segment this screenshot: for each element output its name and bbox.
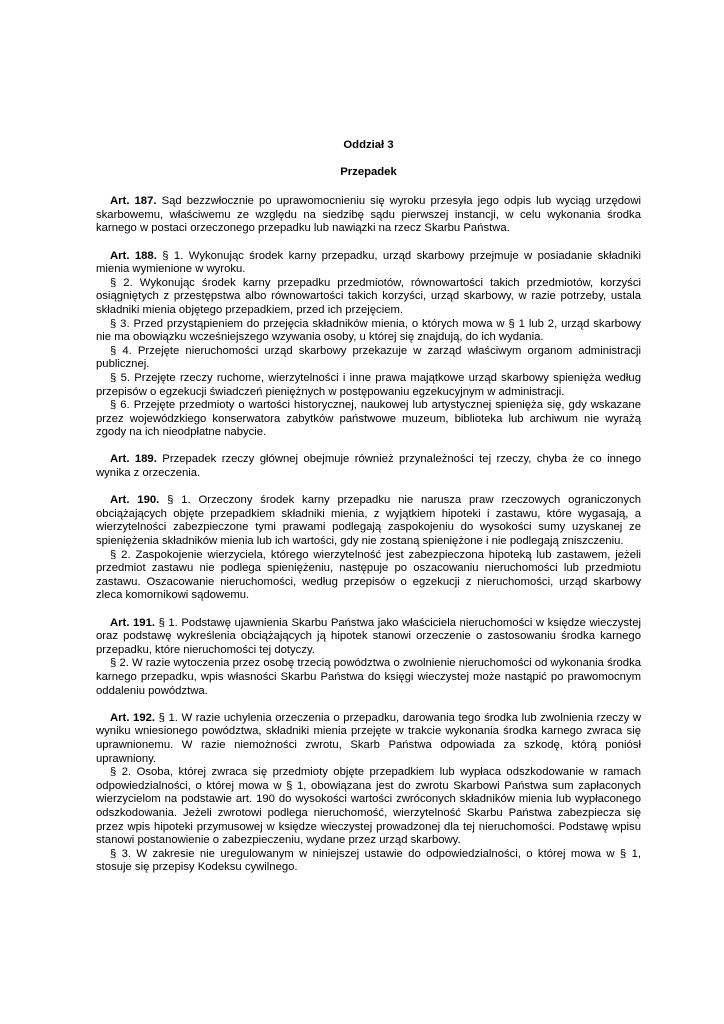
article-number: Art. 192. (110, 711, 156, 724)
article-number: Art. 190. (110, 494, 160, 507)
article-number: Art. 188. (110, 249, 157, 262)
article-189 (96, 453, 641, 480)
chapter-title: Przepadek (340, 165, 397, 178)
article-190 (96, 494, 641, 603)
article-paragraph: § 2. Zaspokojenie wierzyciela, którego wierzytelność jest zabezpieczona hipoteką lub zastawem, jeżeli przedmiot zastawu nie podlega spieniężeniu, następuje po oszacowaniu nieruchomości lub przedmiotu zastawu. Oszacowanie nieruchomości, według przepisów o egzekucji z nieruchomości, urząd skarbowy zleca komornikowi sądowemu. (96, 548, 641, 602)
article-text: § 1. Orzeczony środek karny przepadku nie narusza praw rzeczowych ograniczonych obciążających objęte przepadkiem składniki mienia, z wyjątkiem hipoteki i zastawu, które wygasają, a wierzytelności zabezpieczone tymi prawami podlegają zaspokojeniu do wysokości sumy uzyskanej ze spieniężenia składników mienia lub ich wartości, gdy nie zostaną spieniężone i nie podlegają zniszczeniu. (96, 494, 642, 548)
article-paragraph: § 2. Osoba, której zwraca się przedmioty objęte przepadkiem lub wypłaca odszkodowanie w ramach odpowiedzialności, o której mowa w § 1, obowiązana jest do zwrotu Skarbowi Państwa sum zapłaconych wierzycielom na podstawie art. 190 do wysokości wartości zwróconych składników mienia lub wypłaconego odszkodowania. Jeżeli zwrotowi podlega nieruchomość, wierzytelność Skarbu Państwa zabezpiecza się przez wpis hipoteki przymusowej w księdze wieczystej prowadzonej dla tej nieruchomości. Podstawę wpisu stanowi postanowienie o zabezpieczeniu, wydane przez urząd skarbowy. (96, 766, 641, 847)
article-number: Art. 187. (110, 195, 157, 208)
article-188 (96, 250, 641, 440)
article-text: § 1. Wykonując środek karny przepadku, urząd skarbowy przejmuje w posiadanie składniki mienia wymienione w wyroku. (96, 249, 641, 276)
article-text: § 1. W razie uchylenia orzeczenia o przepadku, darowania tego środka lub zwolnienia rzeczy w wyniku wniesionego powództwa, składniki mienia przejęte w trakcie wykonania środka karnego zwraca się uprawnionemu. W razie niemożności zwrotu, Skarb Państwa odpowiada za szkodę, którą poniósł uprawniony. (96, 711, 641, 765)
article-paragraph: § 6. Przejęte przedmioty o wartości historycznej, naukowej lub artystycznej spienięża się, gdy wskazane przez wojewódzkiego konserwatora zabytków państwowe muzeum, biblioteka lub archiwum nie wyrażą zgody na ich nieodpłatne nabycie. (96, 399, 641, 439)
article-paragraph: § 4. Przejęte nieruchomości urząd skarbowy przekazuje w zarząd właściwym organom administracji publicznej. (96, 344, 641, 371)
article-text: Sąd bezzwłocznie po uprawomocnieniu się wyroku przesyła jego odpis lub wyciąg urzędowi skarbowemu, właściwemu ze względu na siedzibę sądu pierwszej instancji, w celu wykonania środka karnego w postaci orzeczonego przepadku lub nawiązki na rzecz Skarbu Państwa. (96, 195, 642, 235)
article-paragraph: § 2. W razie wytoczenia przez osobę trzecią powództwa o zwolnienie nieruchomości od wykonania środka karnego przepadku, wpis własności Skarbu Państwa do księgi wieczystej może nastąpić po prawomocnym oddaleniu powództwa. (96, 657, 641, 697)
article-number: Art. 191. (110, 616, 155, 629)
article-paragraph (96, 494, 641, 548)
article-paragraph (96, 453, 641, 480)
article-paragraph: § 2. Wykonując środek karny przepadku przedmiotów, równowartości takich przedmiotów, korzyści osiągniętych z przestępstwa albo równowartości takich korzyści, urząd skarbowy, w razie potrzeby, ustala składniki mienia objętego przepadkiem, przed ich przejęciem. (96, 276, 641, 316)
article-paragraph (96, 712, 641, 766)
article-paragraph: § 3. W zakresie nie uregulowanym w niniejszej ustawie do odpowiedzialności, o której mowa w § 1, stosuje się przepisy Kodeksu cywilnego. (96, 847, 641, 874)
article-number: Art. 189. (110, 453, 157, 466)
article-paragraph (96, 195, 641, 236)
article-text: Przepadek rzeczy głównej obejmuje również przynależności tej rzeczy, chyba że co innego wynika z orzeczenia. (96, 453, 642, 480)
article-paragraph (96, 250, 641, 277)
article-paragraph: § 5. Przejęte rzeczy ruchome, wierzytelności i inne prawa majątkowe urząd skarbowy spienięża według przepisów o egzekucji świadczeń pieniężnych w postępowaniu egzekucyjnym w administracji. (96, 371, 641, 398)
article-text: § 1. Podstawę ujawnienia Skarbu Państwa jako właściciela nieruchomości w księdze wieczystej oraz podstawę wykreślenia obciążających ją hipotek stanowi orzeczenie o zastosowaniu środka karnego przepadku, które nieruchomości tej dotyczy. (96, 616, 641, 656)
document-page (96, 139, 641, 888)
article-192 (96, 712, 641, 875)
article-191 (96, 617, 641, 699)
article-187 (96, 195, 641, 236)
section-title: Oddział 3 (343, 139, 394, 151)
article-paragraph (96, 617, 641, 658)
article-paragraph: § 3. Przed przystąpieniem do przejęcia składników mienia, o których mowa w § 1 lub 2, urząd skarbowy nie ma obowiązku wcześniejszego wzywania osoby, u której się znajdują, do ich wydania. (96, 317, 641, 344)
